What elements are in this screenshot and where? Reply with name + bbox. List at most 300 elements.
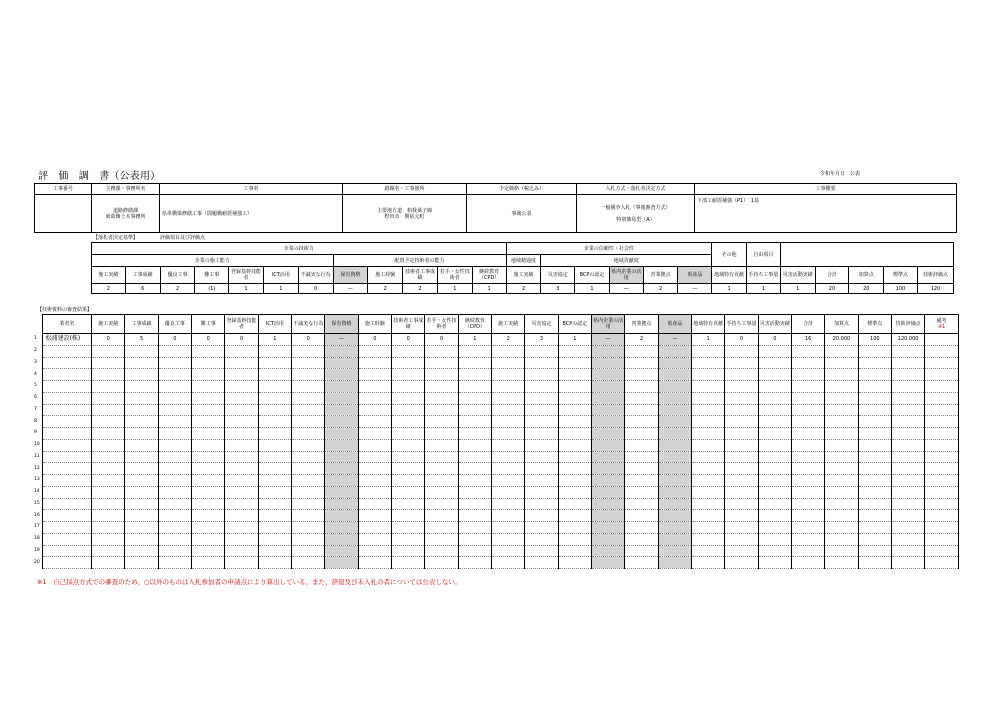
score-cell — [125, 463, 158, 475]
company-name — [42, 439, 92, 451]
score-cell — [525, 439, 558, 451]
score-cell — [858, 486, 891, 498]
score-cell — [691, 475, 724, 487]
score-cell — [292, 439, 325, 451]
company-name — [42, 369, 92, 381]
remarks-cell — [925, 475, 959, 487]
score-cell — [691, 381, 724, 393]
results-col-header: 加算点 — [825, 315, 858, 334]
criteria-col-header: 営業拠点 — [643, 267, 678, 284]
criteria-point: 20 — [815, 284, 849, 294]
score-cell — [791, 369, 824, 381]
group-technical-capability: 企業の技術力 — [92, 243, 507, 255]
score-cell — [725, 533, 758, 545]
score-cell — [758, 510, 791, 522]
criteria-point: 100 — [884, 284, 918, 294]
score-cell — [158, 381, 191, 393]
score-cell — [458, 381, 491, 393]
score-cell — [725, 498, 758, 510]
criteria-col-header: BCPの認定 — [575, 267, 610, 284]
score-cell — [92, 463, 125, 475]
office-value: 道路修繕課 東葛飾土木事務所 — [92, 195, 160, 233]
score-cell: 2 — [625, 334, 658, 346]
score-cell — [158, 439, 191, 451]
score-cell — [858, 392, 891, 404]
score-cell — [558, 428, 591, 440]
score-cell — [758, 357, 791, 369]
score-cell — [158, 416, 191, 428]
score-cell — [125, 510, 158, 522]
table-row — [34, 369, 959, 381]
score-cell — [625, 428, 658, 440]
project-info-table — [34, 183, 957, 233]
score-cell — [825, 369, 858, 381]
score-cell — [192, 439, 225, 451]
company-name — [42, 557, 92, 569]
row-number: 8 — [34, 418, 37, 424]
criteria-col-header: 加算点 — [849, 267, 884, 284]
score-cell — [425, 416, 458, 428]
score-cell — [825, 416, 858, 428]
score-cell — [225, 463, 258, 475]
score-cell — [292, 428, 325, 440]
score-cell — [825, 522, 858, 534]
score-cell — [292, 463, 325, 475]
company-name — [42, 510, 92, 522]
score-cell: 0 — [192, 334, 225, 346]
row-number: 13 — [34, 477, 40, 483]
score-cell — [158, 522, 191, 534]
score-cell — [358, 475, 391, 487]
table-row — [34, 463, 959, 475]
score-cell — [858, 463, 891, 475]
score-cell — [325, 345, 358, 357]
score-cell — [325, 439, 358, 451]
score-cell — [492, 510, 525, 522]
score-cell — [225, 416, 258, 428]
table-row — [34, 404, 959, 416]
score-cell — [592, 475, 625, 487]
results-header-row — [34, 315, 959, 334]
score-cell — [525, 416, 558, 428]
score-cell — [258, 486, 291, 498]
score-cell: 0 — [758, 334, 791, 346]
score-cell — [325, 522, 358, 534]
group-reliability: 企業の信頼性・社会性 — [506, 243, 712, 255]
score-cell — [258, 557, 291, 569]
score-cell — [658, 486, 691, 498]
score-cell — [525, 510, 558, 522]
score-cell — [92, 392, 125, 404]
results-col-header: 保有資格 — [325, 315, 358, 334]
score-cell — [225, 475, 258, 487]
remarks-cell — [925, 334, 959, 346]
score-cell — [758, 439, 791, 451]
score-cell — [791, 545, 824, 557]
score-cell — [458, 545, 491, 557]
score-cell — [358, 416, 391, 428]
score-cell — [225, 404, 258, 416]
criteria-point: 1 — [780, 284, 815, 294]
score-cell — [92, 533, 125, 545]
score-cell — [492, 439, 525, 451]
score-cell — [658, 451, 691, 463]
criteria-section-sub: 評価項目及び評価点 — [160, 235, 206, 241]
score-cell — [458, 428, 491, 440]
score-cell — [758, 463, 791, 475]
score-cell — [92, 557, 125, 569]
score-cell — [458, 345, 491, 357]
score-cell — [825, 345, 858, 357]
score-cell — [92, 475, 125, 487]
header-summary: 工事概要 — [695, 184, 957, 195]
score-cell — [625, 522, 658, 534]
table-row — [34, 381, 959, 393]
score-cell: 20.000 — [825, 334, 858, 346]
header-project-number: 工事番号 — [35, 184, 92, 195]
table-row — [34, 510, 959, 522]
score-cell — [891, 416, 924, 428]
score-cell — [358, 533, 391, 545]
score-cell — [791, 357, 824, 369]
score-cell — [192, 463, 225, 475]
score-cell — [158, 498, 191, 510]
score-cell — [458, 475, 491, 487]
score-cell — [392, 404, 425, 416]
score-cell — [292, 416, 325, 428]
score-cell — [891, 463, 924, 475]
table-row — [34, 533, 959, 545]
remarks-cell — [925, 451, 959, 463]
criteria-point: 1 — [472, 284, 506, 294]
score-cell — [658, 498, 691, 510]
score-cell: 3 — [525, 334, 558, 346]
score-cell — [725, 369, 758, 381]
score-cell — [858, 475, 891, 487]
score-cell — [725, 545, 758, 557]
criteria-col-header: 工事成績 — [125, 267, 160, 284]
score-cell — [658, 428, 691, 440]
score-cell — [92, 486, 125, 498]
score-cell — [625, 475, 658, 487]
score-cell — [891, 357, 924, 369]
score-cell — [492, 381, 525, 393]
results-col-header: 地域特有貢献 — [691, 315, 724, 334]
score-cell — [225, 451, 258, 463]
score-cell — [358, 345, 391, 357]
score-cell — [158, 428, 191, 440]
score-cell — [258, 428, 291, 440]
results-col-header: 合計 — [791, 315, 824, 334]
score-cell — [125, 545, 158, 557]
results-table — [34, 314, 959, 569]
score-cell — [791, 392, 824, 404]
header-office: 主務課・事務所名 — [92, 184, 160, 195]
score-cell — [292, 545, 325, 557]
score-cell — [158, 369, 191, 381]
subgroup-construction-ability: 企業の施工能力 — [92, 255, 334, 267]
company-name — [42, 392, 92, 404]
remarks-cell — [925, 428, 959, 440]
score-cell — [292, 381, 325, 393]
score-cell — [791, 404, 824, 416]
score-cell — [592, 416, 625, 428]
score-cell — [292, 345, 325, 357]
results-col-header: 災害活動実績 — [758, 315, 791, 334]
work-name-value: 県単橋梁修繕工事（問題橋耐震補強工） — [160, 195, 343, 233]
results-col-header: 難工事 — [192, 315, 225, 334]
score-cell — [158, 392, 191, 404]
score-cell — [392, 392, 425, 404]
header-work-name: 工事名 — [160, 184, 343, 195]
score-cell — [458, 463, 491, 475]
score-cell — [691, 545, 724, 557]
score-cell — [325, 369, 358, 381]
score-cell — [92, 522, 125, 534]
method-value: 一般競争入札（事後審査方式） 特別簡易型（A） — [577, 195, 695, 233]
score-cell — [392, 439, 425, 451]
score-cell — [658, 439, 691, 451]
criteria-col-header: 技術評価点 — [917, 267, 953, 284]
price-value: 事後公表 — [467, 195, 577, 233]
score-cell — [525, 486, 558, 498]
company-name — [42, 416, 92, 428]
score-cell — [125, 404, 158, 416]
row-number: 1 — [34, 336, 37, 342]
score-cell — [791, 533, 824, 545]
score-cell — [492, 475, 525, 487]
score-cell — [725, 392, 758, 404]
score-cell — [425, 392, 458, 404]
score-cell — [825, 557, 858, 569]
score-cell: 0 — [292, 334, 325, 346]
score-cell: 1 — [558, 334, 591, 346]
score-cell — [358, 463, 391, 475]
score-cell — [358, 357, 391, 369]
score-cell — [725, 404, 758, 416]
score-cell — [125, 416, 158, 428]
criteria-point: 2 — [368, 284, 403, 294]
score-cell — [192, 557, 225, 569]
subgroup-engineer-ability: 配置予定技術者の能力 — [333, 255, 506, 267]
score-cell — [825, 428, 858, 440]
remarks-cell — [925, 498, 959, 510]
score-cell — [292, 522, 325, 534]
score-cell — [625, 369, 658, 381]
score-cell — [825, 545, 858, 557]
score-cell — [891, 369, 924, 381]
score-cell — [125, 428, 158, 440]
score-cell — [725, 451, 758, 463]
score-cell — [425, 522, 458, 534]
criteria-col-header: 県産品 — [678, 267, 712, 284]
score-cell — [458, 557, 491, 569]
score-cell — [325, 510, 358, 522]
score-cell — [558, 498, 591, 510]
score-cell — [691, 428, 724, 440]
table-row — [34, 545, 959, 557]
score-cell — [425, 498, 458, 510]
row-number: 2 — [34, 348, 37, 354]
remarks-cell — [925, 463, 959, 475]
score-cell — [691, 369, 724, 381]
results-col-header: 技術評価点 — [891, 315, 924, 334]
score-cell — [92, 416, 125, 428]
score-cell — [358, 510, 391, 522]
score-cell — [891, 428, 924, 440]
score-cell — [458, 404, 491, 416]
score-cell — [225, 522, 258, 534]
score-cell — [891, 486, 924, 498]
score-cell — [192, 357, 225, 369]
score-cell — [292, 557, 325, 569]
score-cell — [392, 522, 425, 534]
score-cell — [592, 345, 625, 357]
score-cell — [658, 381, 691, 393]
score-cell — [492, 369, 525, 381]
criteria-col-header: 施工実績 — [506, 267, 541, 284]
criteria-col-header: 優良工事 — [160, 267, 195, 284]
score-cell — [825, 451, 858, 463]
criteria-col-header: 標準点 — [884, 267, 918, 284]
score-cell — [725, 510, 758, 522]
score-cell — [725, 357, 758, 369]
results-col-header: 標準点 — [858, 315, 891, 334]
score-cell — [625, 557, 658, 569]
criteria-point: 1 — [747, 284, 781, 294]
score-cell — [725, 475, 758, 487]
score-cell — [225, 498, 258, 510]
score-cell — [791, 475, 824, 487]
score-cell — [225, 557, 258, 569]
criteria-point: 2 — [643, 284, 678, 294]
score-cell — [658, 533, 691, 545]
score-cell — [258, 369, 291, 381]
table-row — [34, 522, 959, 534]
score-cell: 1 — [691, 334, 724, 346]
score-cell — [758, 428, 791, 440]
score-cell — [158, 486, 191, 498]
criteria-point: — — [678, 284, 712, 294]
row-number: 7 — [34, 406, 37, 412]
score-cell: 5 — [125, 334, 158, 346]
score-cell — [825, 404, 858, 416]
remarks-cell — [925, 522, 959, 534]
row-number: 5 — [34, 383, 37, 389]
criteria-col-header: 災害協定 — [541, 267, 575, 284]
score-cell — [192, 475, 225, 487]
score-cell — [592, 392, 625, 404]
score-cell — [258, 345, 291, 357]
score-cell: 0 — [358, 334, 391, 346]
score-cell — [292, 533, 325, 545]
criteria-header-row — [92, 267, 954, 284]
score-cell — [225, 510, 258, 522]
score-cell: 1 — [258, 334, 291, 346]
score-cell — [691, 451, 724, 463]
table-row — [34, 345, 959, 357]
score-cell — [392, 498, 425, 510]
header-method: 入札方式・落札者決定方式 — [577, 184, 695, 195]
row-number: 16 — [34, 512, 40, 518]
score-cell — [192, 369, 225, 381]
criteria-col-header: 地域特有貢献 — [712, 267, 747, 284]
score-cell — [225, 428, 258, 440]
criteria-point: 120 — [917, 284, 953, 294]
remarks-cell — [925, 533, 959, 545]
score-cell — [558, 475, 591, 487]
score-cell — [292, 498, 325, 510]
score-cell — [592, 463, 625, 475]
score-cell — [158, 345, 191, 357]
score-cell — [158, 357, 191, 369]
score-cell — [192, 392, 225, 404]
criteria-col-header: 施工経験 — [368, 267, 403, 284]
score-cell — [525, 369, 558, 381]
results-col-header: 優良工事 — [158, 315, 191, 334]
score-cell — [458, 522, 491, 534]
score-cell — [425, 404, 458, 416]
criteria-points-row — [92, 284, 954, 294]
score-cell — [791, 381, 824, 393]
score-cell — [92, 428, 125, 440]
score-cell — [225, 381, 258, 393]
score-cell: 100 — [858, 334, 891, 346]
score-cell — [658, 416, 691, 428]
score-cell — [92, 439, 125, 451]
score-cell — [325, 416, 358, 428]
score-cell — [558, 510, 591, 522]
score-cell — [358, 369, 391, 381]
score-cell — [758, 381, 791, 393]
score-cell — [192, 510, 225, 522]
score-cell — [325, 486, 358, 498]
score-cell — [292, 369, 325, 381]
row-number: 17 — [34, 524, 40, 530]
score-cell — [392, 463, 425, 475]
score-cell — [525, 392, 558, 404]
group-blank — [780, 243, 953, 267]
score-cell — [425, 510, 458, 522]
results-col-header: 施工実績 — [92, 315, 125, 334]
score-cell — [891, 392, 924, 404]
score-cell — [258, 545, 291, 557]
row-number: 15 — [34, 500, 40, 506]
company-name — [42, 381, 92, 393]
score-cell — [725, 439, 758, 451]
score-cell — [358, 451, 391, 463]
score-cell — [192, 428, 225, 440]
score-cell — [92, 345, 125, 357]
score-cell — [392, 545, 425, 557]
score-cell — [558, 557, 591, 569]
company-name — [42, 498, 92, 510]
score-cell — [625, 345, 658, 357]
company-name — [42, 345, 92, 357]
score-cell: — — [325, 334, 358, 346]
company-name — [42, 545, 92, 557]
score-cell — [625, 498, 658, 510]
score-cell — [725, 522, 758, 534]
row-number: 19 — [34, 547, 40, 553]
remarks-cell — [925, 381, 959, 393]
score-cell — [625, 392, 658, 404]
remarks-header: 備考 ※1 — [925, 315, 959, 334]
score-cell — [558, 381, 591, 393]
criteria-point: 2 — [506, 284, 541, 294]
score-cell — [625, 404, 658, 416]
score-cell — [825, 510, 858, 522]
